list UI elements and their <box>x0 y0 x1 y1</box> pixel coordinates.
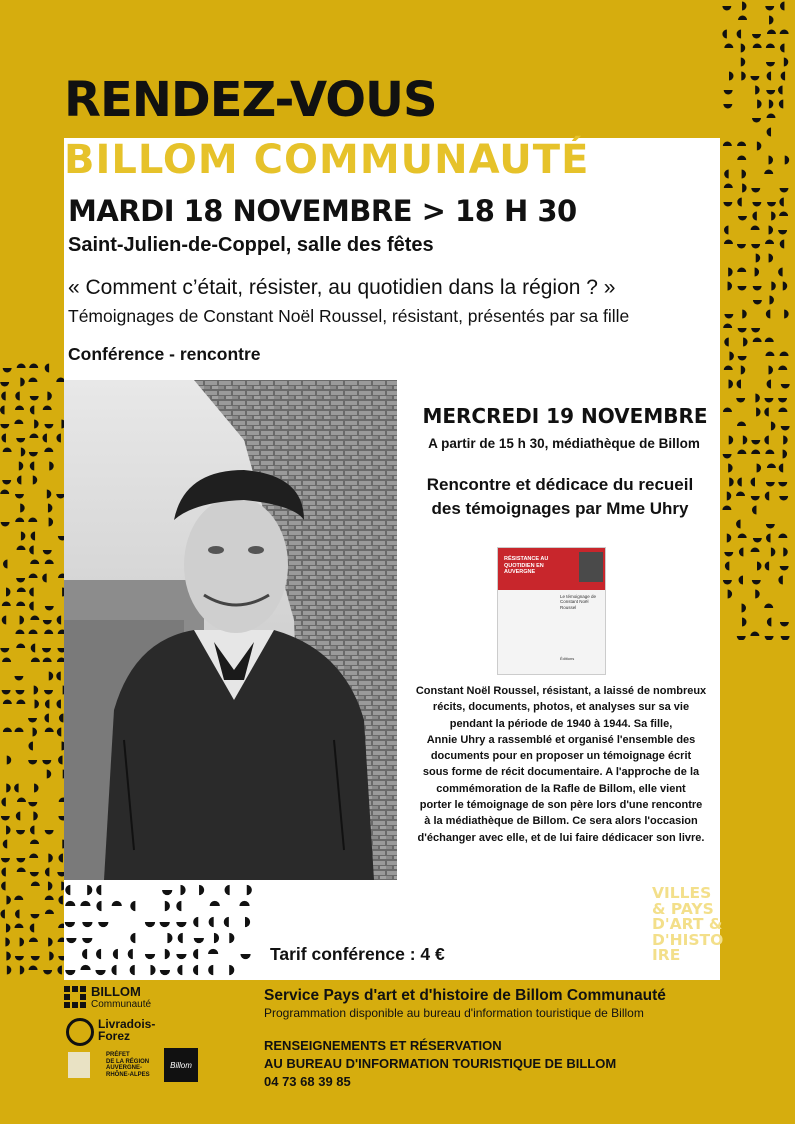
book-cover-photo <box>579 552 603 582</box>
description-line: commémoration de la Rafle de Billom, elle vient <box>436 782 686 795</box>
description-line: porter le témoignage de son père lors d'une rencontre <box>419 799 703 812</box>
event2-title-line1: Rencontre et dédicace du recueil <box>426 475 694 494</box>
price-label: Tarif conférence : 4 € <box>270 944 445 964</box>
footer-phone: 04 73 68 39 85 <box>264 1074 351 1089</box>
marianne-icon <box>68 1052 90 1078</box>
description-line: sous forme de récit documentaire. A l'approche de la <box>422 766 700 779</box>
event1-testimony: Témoignages de Constant Noël Roussel, résistant, présentés par sa fille <box>68 306 630 326</box>
book-cover-image <box>497 547 606 675</box>
billom-communaute-logo <box>64 984 164 1012</box>
description-line: à la médiathèque de Billom. Ce sera alors l'occasion <box>424 815 698 828</box>
vpah-line: D'ART & <box>652 915 723 933</box>
vpah-line: VILLES <box>652 884 712 902</box>
livradois-logo-name: Livradois- Forez <box>98 1017 156 1043</box>
villes-pays-art-histoire-label <box>652 886 723 964</box>
description-line: d'échanger avec elle, et de lui faire dédicacer son livre. <box>417 831 705 844</box>
description-line: pendant la période de 1940 à 1944. Sa fille, <box>449 717 673 730</box>
dot-pattern-bottom <box>64 884 260 978</box>
billom-logo-icon <box>64 986 86 1008</box>
event2-title-line2: des témoignages par Mme Uhry <box>431 498 689 518</box>
livradois-logo-icon <box>66 1018 94 1046</box>
event1-quote: « Comment c’était, résister, au quotidien dans la région ? » <box>68 276 616 299</box>
event2-date: MERCREDI 19 NOVEMBRE <box>422 404 708 428</box>
prefet-region-logo <box>64 1050 164 1080</box>
book-cover-title: RÉSISTANCE AU QUOTIDIEN EN AUVERGNE <box>504 556 549 576</box>
footer-title: Service Pays d'art et d'histoire de Billom Communauté <box>264 987 666 1004</box>
portrait-photo <box>64 380 397 880</box>
book-cover-publisher: Éditions <box>560 656 575 661</box>
vpah-line: D'HISTO <box>652 930 724 949</box>
event1-place: Saint-Julien-de-Coppel, salle des fêtes <box>68 234 434 256</box>
footer-subtitle: Programmation disponible au bureau d'information touristique de Billom <box>264 1006 644 1020</box>
event2-place: A partir de 15 h 30, médiathèque de Billom <box>428 436 700 451</box>
event2-title <box>402 473 718 521</box>
footer-reservation <box>264 1037 616 1073</box>
description-line: documents pour en proposer un témoignage écrit <box>430 750 692 763</box>
book-cover-band <box>498 548 606 590</box>
description-line: Annie Uhry a rassemblé et organisé l'ensemble des <box>426 733 696 746</box>
description-line: récits, documents, photos, et analyses sur sa vie <box>432 701 690 714</box>
event1-date: MARDI 18 NOVEMBRE > 18 H 30 <box>68 194 577 228</box>
footer-reservation-line1: RENSEIGNEMENTS ET RÉSERVATION <box>264 1038 502 1053</box>
billom-logo-sub: Communauté <box>91 999 152 1010</box>
page-title: RENDEZ-VOUS <box>64 72 437 128</box>
livradois-forez-logo <box>64 1016 164 1046</box>
event-description <box>404 683 718 846</box>
footer-reservation-line2: AU BUREAU D'INFORMATION TOURISTIQUE DE BILLOM <box>264 1056 617 1071</box>
book-cover-author: Le témoignage de Constant Noël Roussel <box>560 594 597 610</box>
event1-type: Conférence - rencontre <box>68 344 261 364</box>
ville-billom-logo: Billom <box>164 1048 198 1082</box>
billom-logo-name: BILLOM <box>91 984 141 999</box>
event2-block <box>402 404 718 521</box>
dot-pattern-left <box>0 362 64 982</box>
dot-pattern-top-right <box>722 0 795 640</box>
organizer-title: BILLOM COMMUNAUTÉ <box>64 137 590 183</box>
vpah-line: IRE <box>652 946 681 964</box>
description-line: Constant Noël Roussel, résistant, a laissé de nombreux <box>415 685 707 697</box>
vpah-line: & PAYS <box>652 899 714 918</box>
prefet-logo-text: PRÉFET DE LA RÉGION AUVERGNE- RHÔNE-ALPES <box>106 1052 150 1078</box>
